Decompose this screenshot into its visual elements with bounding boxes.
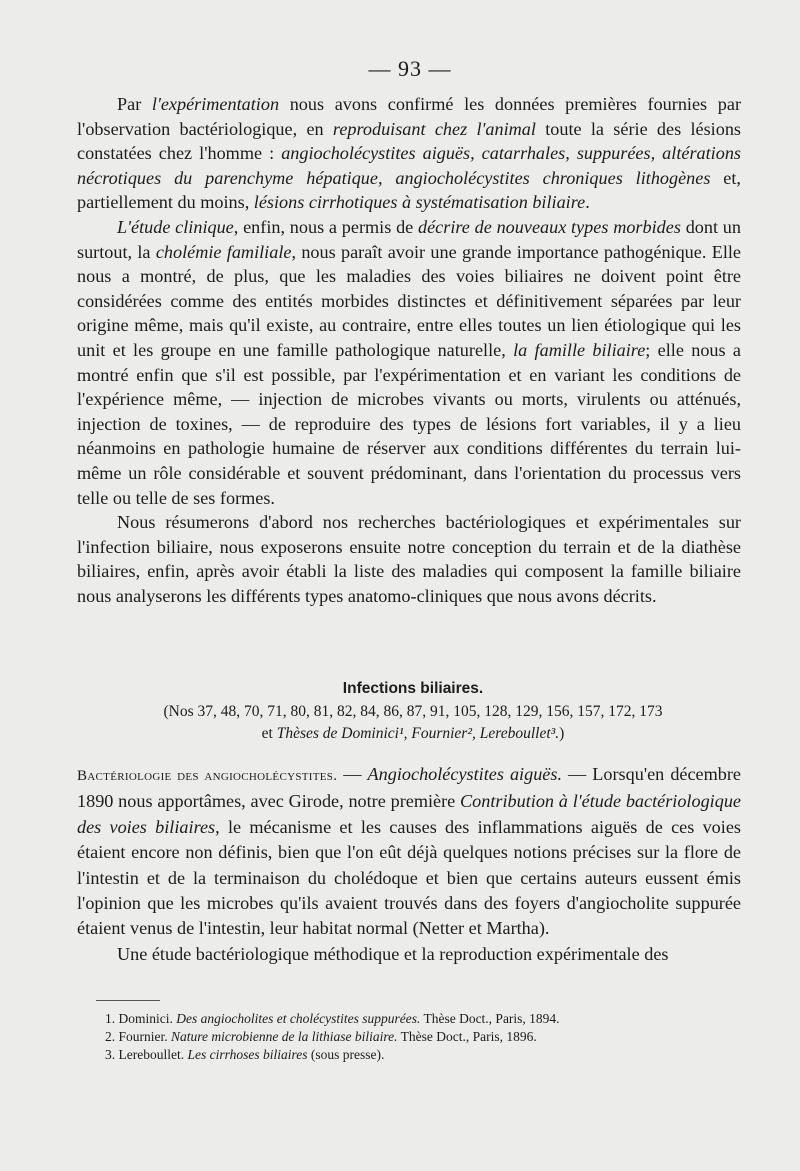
footnote-details: (sous presse).: [307, 1047, 385, 1062]
italic-run: décrire de nouveaux types morbides: [418, 216, 681, 237]
observation-numbers: (Nos 37, 48, 70, 71, 80, 81, 82, 84, 86, 87, 91, 105, 128, 129, 156, 157, 172, 173: [163, 703, 663, 720]
paragraph-methodical-study: Une étude bactériologique méthodique et la reproduction expérimentale des: [117, 943, 669, 964]
text-run: — Lorsqu'en décembre 1890 nous apportâmes, avec Girode, notre première: [77, 764, 741, 812]
page-number: — 93 —: [368, 56, 452, 81]
text-run: , le mécanisme et les causes des inflammations aiguës de ces voies étaient encore non définis, bien que l'on eût déjà quelques notions précises sur la flore de l'intestin et de la terminaison du cholédoque et bien que certains auteurs eussent émis l'opinion que les microbes qu'ils avaient trouvés dans des foyers d'angiocholite suppurée étaient venus de l'intestin, leur habitat normal (Netter et Martha).: [77, 816, 741, 939]
text-run: toute la série des lésions constatées chez l'homme :: [77, 118, 741, 164]
text-run: , enfin, nous a permis de: [233, 216, 419, 237]
paragraph-bacteriology: [77, 762, 741, 942]
text-run: nous avons confirmé les données premières fournies par l'observation bactériologique, en: [77, 94, 742, 139]
text-run: ; elle nous a montré enfin que s'il est possible, par l'expérimentation et en variant les conditions de l'expérience même, — injection de microbes vivants ou morts, virulents ou atténués, injection de toxines, — de reproduire des types de lésions fort variables, il y a lieu néanmoins en pathologie humaine de réserver aux conditions différentes du terrain lui-même un rôle considérable et souvent prédominant, dans l'orientation du processus vers telle ou telle de ses formes.: [77, 339, 741, 508]
footnote-1: [105, 1010, 725, 1028]
italic-run: la famille biliaire: [513, 339, 646, 360]
text-run: —: [337, 764, 368, 784]
bacteriology-text-block: [77, 762, 741, 967]
footnote-number: 3.: [105, 1047, 116, 1062]
theses-reference: [26, 723, 800, 745]
text-run: dont un surtout, la: [77, 216, 741, 262]
italic-run: lésions cirrhotiques à systématisation biliaire: [253, 192, 586, 213]
italic-run: Thèses de Dominici¹, Fournier², Lereboullet³.: [276, 725, 560, 742]
footnote-2: [105, 1028, 725, 1046]
italic-run: angiocholécystites aiguës, catarrhales, suppurées, altérations nécrotiques du parenchyme hépatique, angiocholécystites chroniques lithogènes: [77, 143, 741, 188]
footnotes: [105, 1010, 725, 1064]
footnote-3: [105, 1046, 725, 1064]
italic-run: reproduisant chez l'animal: [332, 118, 536, 139]
text-run: et, partiellement du moins,: [77, 167, 741, 213]
italic-run: L'étude clinique: [117, 216, 234, 237]
smallcaps-heading: Bactériologie des angiocholécystites.: [77, 768, 338, 784]
footnote-title: Des angiocholites et cholécystites suppurées.: [176, 1011, 421, 1026]
footnote-author: Fournier.: [118, 1029, 171, 1044]
observation-references: [0, 701, 800, 745]
section-heading: Infections biliaires.: [342, 680, 484, 697]
main-text-block: [77, 92, 741, 608]
italic-run: Contribution à l'étude bactériologique des voies biliaires: [77, 791, 741, 837]
paragraph-clinical-study: [77, 215, 741, 510]
paragraph-experimentation: [77, 92, 741, 215]
footnote-number: 1.: [105, 1011, 116, 1026]
footnote-details: Thèse Doct., Paris, 1894.: [420, 1011, 560, 1026]
footnote-title: Les cirrhoses biliaires: [187, 1047, 308, 1062]
footnote-title: Nature microbienne de la lithiase biliaire.: [171, 1029, 398, 1044]
text-run: , nous paraît avoir une grande importance pathogénique. Elle nous a montré, de plus, que les maladies des voies biliaires ne doivent point être considérées comme des entités morbides distinctes et définitivement séparées par leur origine même, mais qu'il existe, au contraire, entre elles toutes un lien étiologique qui les unit et les groupe en une famille pathologique naturelle,: [77, 241, 741, 360]
text-run: .: [585, 192, 590, 213]
italic-run: l'expérimentation: [151, 94, 280, 114]
paragraph-summary: Nous résumerons d'abord nos recherches bactériologiques et expérimentales sur l'infection biliaire, nous exposerons ensuite notre conception du terrain et de la diathèse biliaires, enfin, après avoir établi la liste des maladies qui composent la famille biliaire nous analyserons les différents types anatomo-cliniques que nous avons décrits.: [77, 512, 741, 606]
text-run: Par: [117, 94, 152, 114]
footnote-author: Dominici.: [118, 1011, 177, 1026]
text-run: ): [559, 725, 565, 742]
footnote-divider: [96, 1000, 160, 1001]
footnote-author: Lereboullet.: [118, 1047, 188, 1062]
italic-run: Angiocholécystites aiguës.: [367, 764, 562, 784]
footnote-number: 2.: [105, 1029, 116, 1044]
footnote-details: Thèse Doct., Paris, 1896.: [397, 1029, 537, 1044]
italic-run: cholémie familiale: [155, 241, 292, 262]
text-run: et: [261, 725, 277, 742]
